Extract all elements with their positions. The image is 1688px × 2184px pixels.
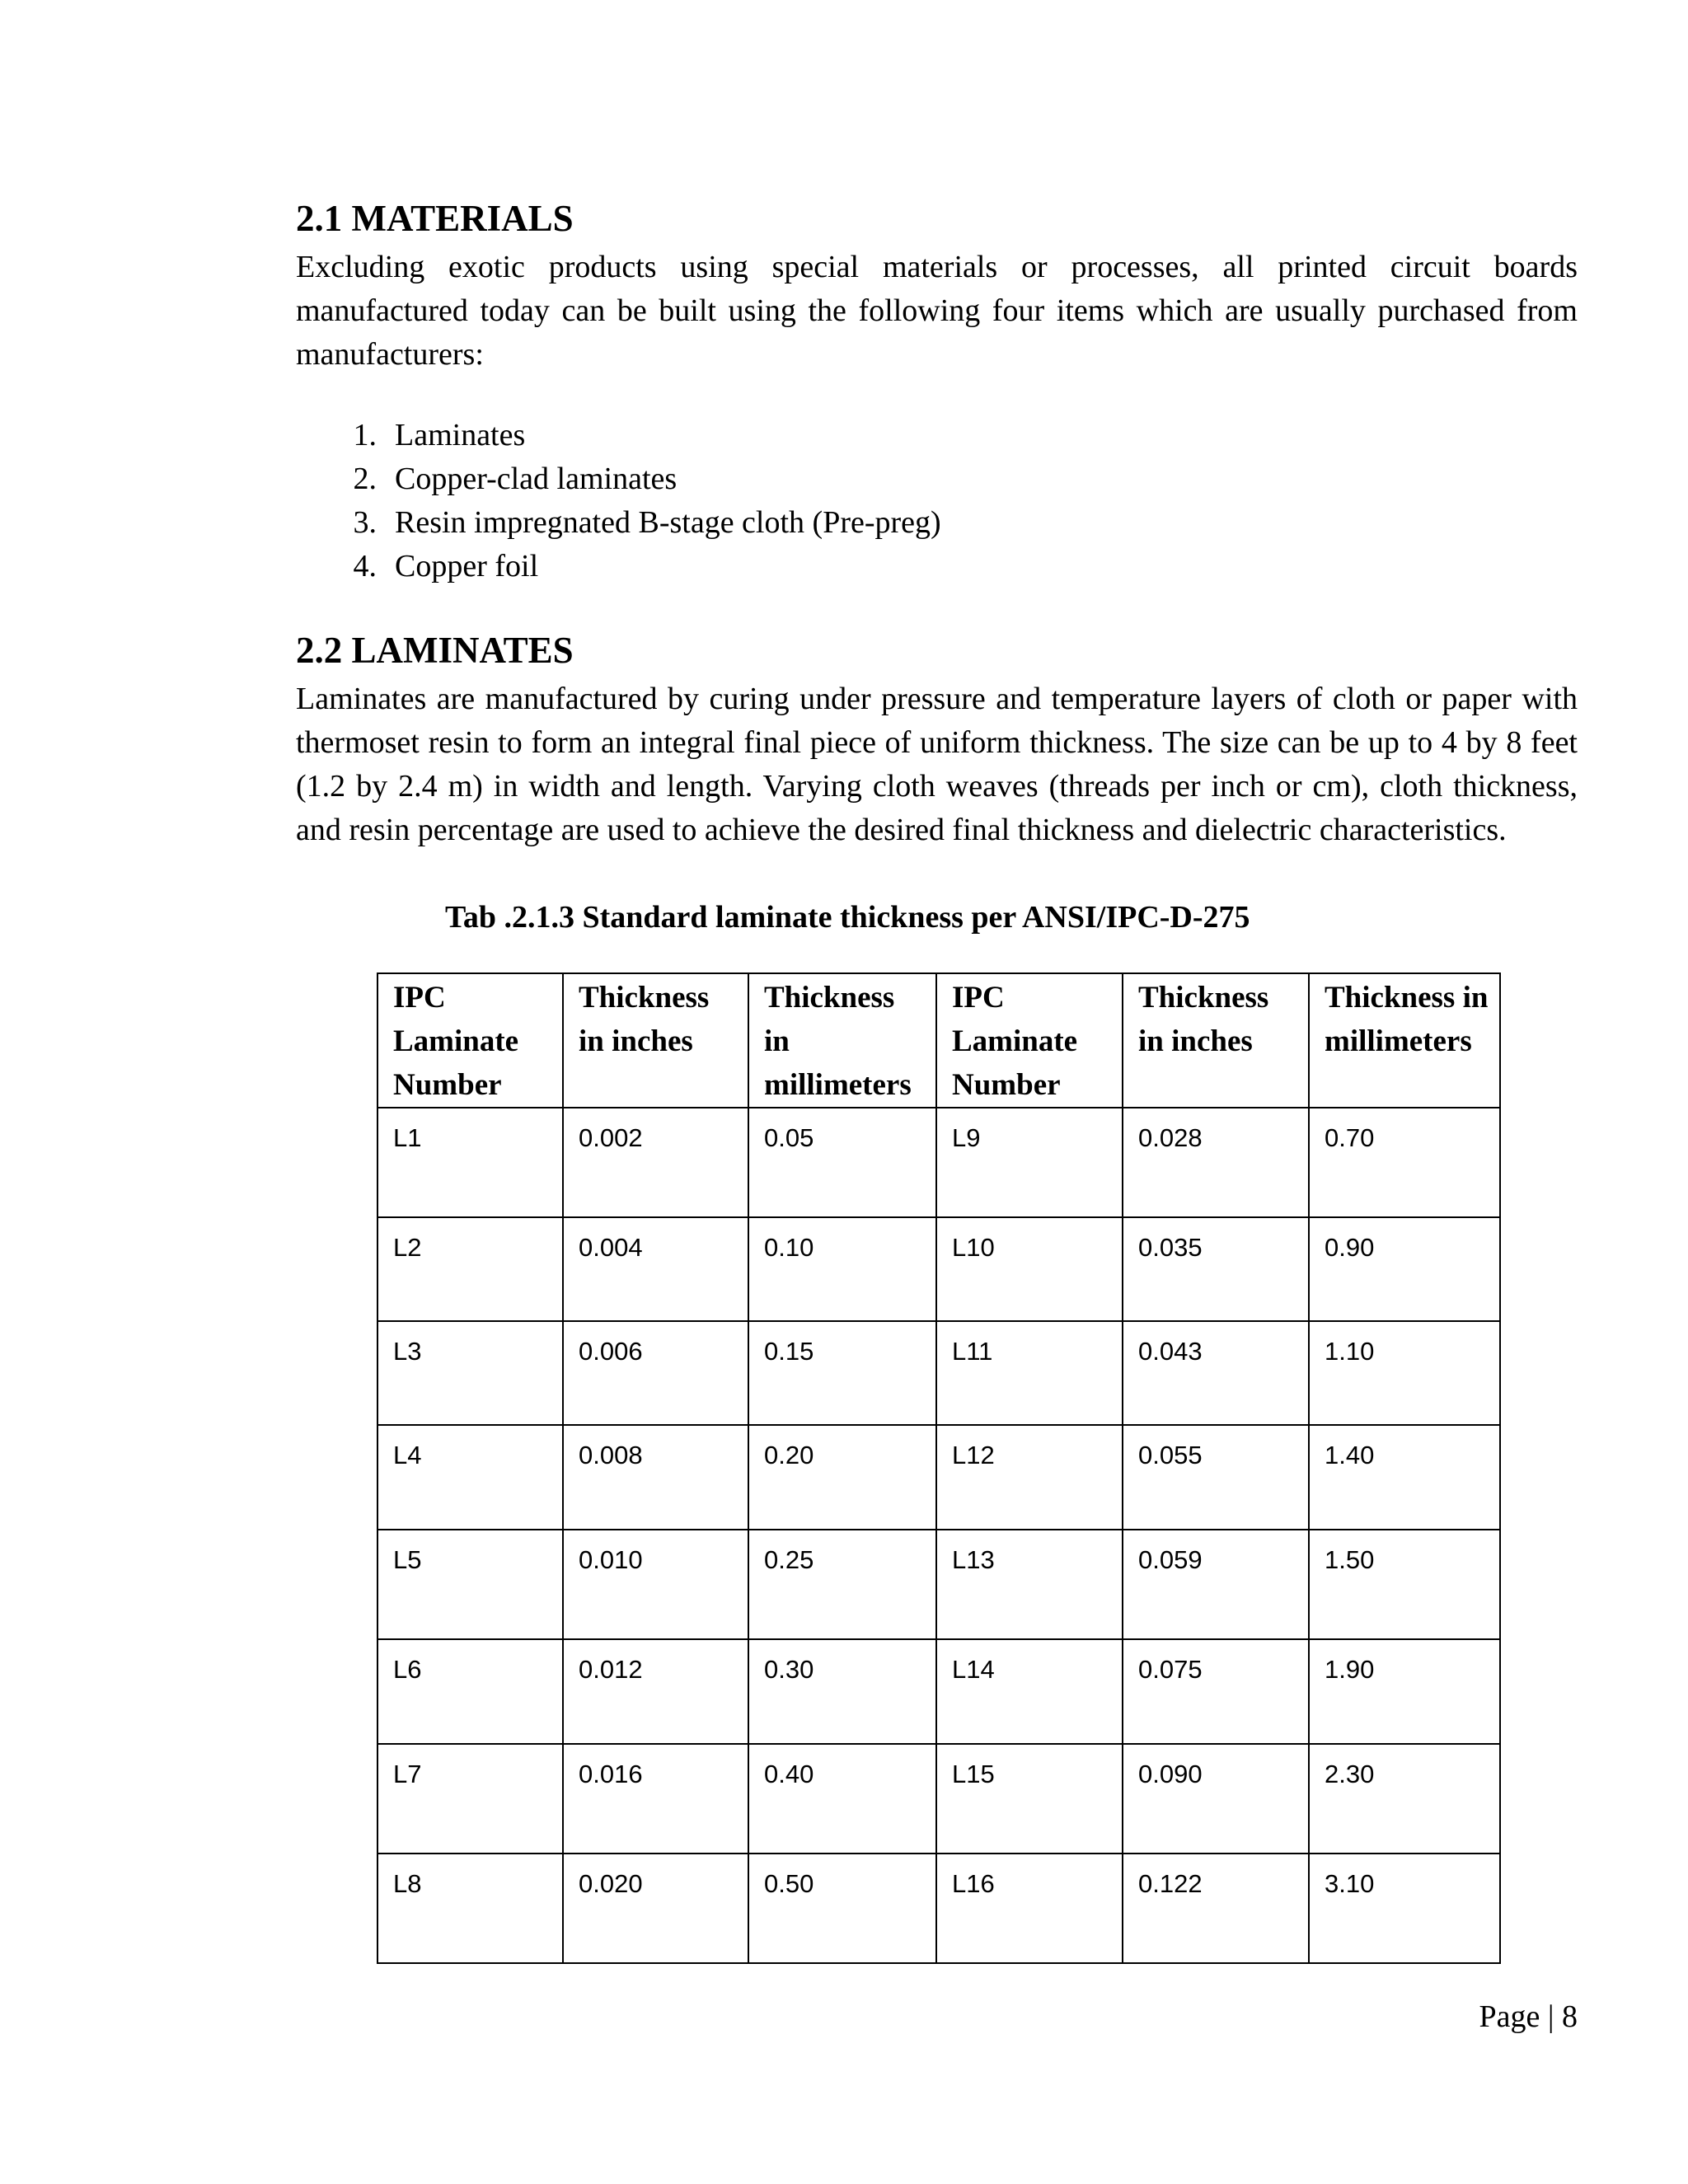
list-item-number: 1. [353,418,377,452]
table-cell: 0.122 [1123,1854,1309,1963]
column-header: Thickness in inches [1123,973,1309,1108]
table-cell: L12 [936,1425,1123,1530]
table-cell: L10 [936,1217,1123,1321]
table-cell: 1.50 [1309,1530,1500,1639]
table-cell: 1.10 [1309,1321,1500,1425]
table-cell: L11 [936,1321,1123,1425]
paragraph-laminates: Laminates are manufactured by curing under pressure and temperature layers of cloth or paper with thermoset resin to form an integral final piece of uniform thickness. The size can be up to 4 by 8 feet (1.2 by 2.4 m) in width and length. Varying cloth weaves (threads per inch or cm), cloth thickness, and resin percentage are used to achieve the desired final thickness and dielectric characteristics. [296,682,1578,847]
table-cell: L14 [936,1639,1123,1744]
column-header: Thickness in inches [563,973,748,1108]
list-item-text: Copper-clad laminates [395,462,678,496]
table-cell: 0.90 [1309,1217,1500,1321]
table-cell: 0.035 [1123,1217,1309,1321]
table-caption: Tab .2.1.3 Standard laminate thickness per ANSI/IPC-D-275 [445,900,1250,935]
table-cell: L13 [936,1530,1123,1639]
list-item-number: 4. [353,549,377,583]
table-cell: 0.30 [748,1639,936,1744]
table-row [377,1108,1500,1217]
table-cell: L5 [377,1530,563,1639]
table-cell: L7 [377,1744,563,1854]
table-row [377,1744,1500,1854]
table-cell: 0.006 [563,1321,748,1425]
column-header: IPC Laminate Number [936,973,1123,1108]
table-cell: 0.059 [1123,1530,1309,1639]
table-row [377,1217,1500,1321]
list-item-number: 3. [353,505,377,540]
table-header-row [377,973,1500,1108]
table-cell: L9 [936,1108,1123,1217]
table-cell: L2 [377,1217,563,1321]
heading-materials: 2.1 MATERIALS [296,198,574,239]
table-cell: L8 [377,1854,563,1963]
list-item-text: Laminates [395,418,526,452]
table-row [377,1854,1500,1963]
column-header: Thickness in millimeters [1309,973,1500,1108]
table-cell: 0.043 [1123,1321,1309,1425]
table-cell: 0.010 [563,1530,748,1639]
list-item-text: Resin impregnated B-stage cloth (Pre-preg) [395,505,941,540]
laminate-thickness-table [377,972,1501,1964]
table-cell: 0.055 [1123,1425,1309,1530]
table-cell: L4 [377,1425,563,1530]
table-cell: 0.012 [563,1639,748,1744]
table-cell: L3 [377,1321,563,1425]
table-cell: 0.20 [748,1425,936,1530]
table-cell: 0.40 [748,1744,936,1854]
table-row [377,1321,1500,1425]
table-cell: 0.028 [1123,1108,1309,1217]
table-cell: L15 [936,1744,1123,1854]
column-header: IPC Laminate Number [377,973,563,1108]
table-row [377,1530,1500,1639]
table-cell: 0.10 [748,1217,936,1321]
table-cell: 1.40 [1309,1425,1500,1530]
list-item-number: 2. [353,462,377,496]
list-item-text: Copper foil [395,549,539,583]
paragraph-materials: Excluding exotic products using special materials or processes, all printed circuit boards manufactured today can be built using the following four items which are usually purchased from manufacturers: [296,250,1578,372]
heading-laminates: 2.2 LAMINATES [296,630,574,671]
table-cell: 0.004 [563,1217,748,1321]
table-cell: 3.10 [1309,1854,1500,1963]
table-cell: 0.05 [748,1108,936,1217]
table-row [377,1639,1500,1744]
table-cell: L16 [936,1854,1123,1963]
table-row [377,1425,1500,1530]
table-cell: L1 [377,1108,563,1217]
table-cell: 0.016 [563,1744,748,1854]
page-number: Page | 8 [1479,1999,1578,2034]
table-cell: 0.075 [1123,1639,1309,1744]
table-cell: 0.020 [563,1854,748,1963]
table-cell: 0.70 [1309,1108,1500,1217]
column-header: Thickness in millimeters [748,973,936,1108]
table-cell: 0.15 [748,1321,936,1425]
table-cell: 0.090 [1123,1744,1309,1854]
table-cell: 0.50 [748,1854,936,1963]
table-cell: L6 [377,1639,563,1744]
table-cell: 2.30 [1309,1744,1500,1854]
table-cell: 0.002 [563,1108,748,1217]
table-cell: 0.008 [563,1425,748,1530]
table-cell: 0.25 [748,1530,936,1639]
table-cell: 1.90 [1309,1639,1500,1744]
